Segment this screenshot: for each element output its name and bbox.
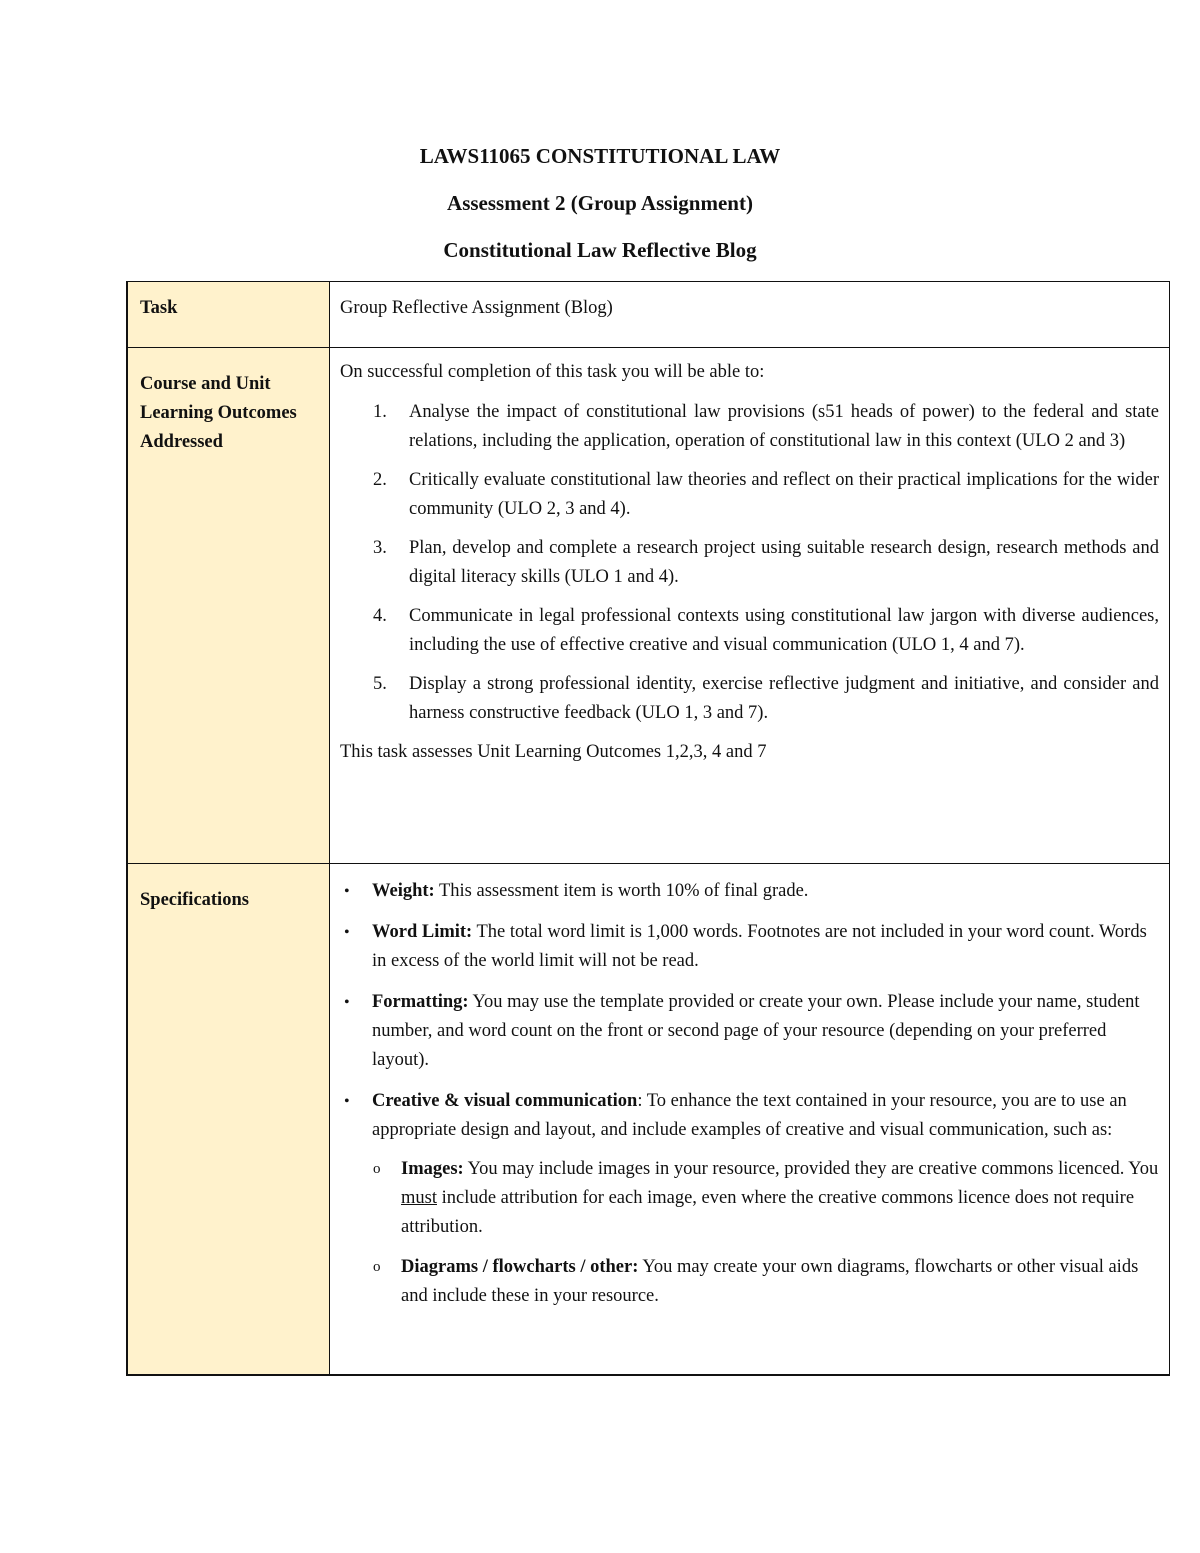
spec-term: Formatting: [372, 992, 469, 1012]
list-item [340, 534, 1159, 592]
document-subtitle: Assessment 2 (Group Assignment) [447, 191, 753, 215]
specifications-content [330, 864, 1170, 1376]
specifications-label: Specifications [127, 864, 330, 1376]
specifications-list [340, 877, 1159, 1311]
spec-text: You may create your own diagrams, flowcharts or other visual aids and include these in your resource. [401, 1257, 1139, 1306]
list-item [340, 670, 1159, 728]
list-item [340, 602, 1159, 660]
spec-term: Images: [401, 1159, 464, 1179]
list-item-number: 5. [373, 674, 387, 694]
sub-item-images [372, 1155, 1159, 1242]
list-item-number: 2. [373, 470, 387, 490]
list-item-number: 4. [373, 606, 387, 626]
sub-item-diagrams [372, 1253, 1159, 1311]
outcomes-closing: This task assesses Unit Learning Outcomes 1,2,3, 4 and 7 [340, 742, 767, 762]
bullet-icon: • [344, 1093, 350, 1110]
spec-term: Creative & visual communication [372, 1091, 638, 1111]
spec-term: Weight: [372, 881, 435, 901]
sub-bullet-icon: o [373, 1259, 381, 1275]
list-item-text: Critically evaluate constitutional law theories and reflect on their practical implications for the wider community (ULO 2, 3 and 4). [409, 470, 1159, 519]
document-title: LAWS11065 CONSTITUTIONAL LAW [419, 144, 781, 168]
spec-weight [340, 877, 1159, 906]
spec-text: This assessment item is worth 10% of final grade. [434, 881, 809, 901]
list-item-text: Plan, develop and complete a research project using suitable research design, research methods and digital literacy skills (ULO 1 and 4). [409, 538, 1159, 587]
task-label: Task [127, 282, 330, 348]
outcomes-list [340, 398, 1159, 728]
spec-text: : To enhance the text contained in your resource, you are to use an appropriate design and layout, and include examples of creative and visual communication, such as: [372, 1091, 1127, 1140]
spec-text: The total word limit is 1,000 words. Footnotes are not included in your word count. Words in excess of the world limit will not be read. [372, 922, 1147, 971]
spec-emphasis: must [401, 1188, 437, 1208]
list-item [340, 466, 1159, 524]
outcomes-label: Course and Unit Learning Outcomes Addressed [127, 348, 330, 864]
list-item-text: Communicate in legal professional contexts using constitutional law jargon with diverse audiences, including the use of effective creative and visual communication (ULO 1, 4 and 7). [409, 606, 1159, 655]
table-row-outcomes [127, 348, 1170, 864]
spec-creative-visual [340, 1087, 1159, 1311]
list-item-text: Display a strong professional identity, exercise reflective judgment and initiative, and consider and harness constructive feedback (ULO 1, 3 and 7). [409, 674, 1159, 723]
bullet-icon: • [344, 994, 350, 1011]
outcomes-intro: On successful completion of this task you will be able to: [340, 362, 765, 382]
spec-term: Word Limit: [372, 922, 473, 942]
spec-formatting [340, 988, 1159, 1075]
creative-sub-list [372, 1155, 1159, 1311]
table-row-task [127, 282, 1170, 348]
bullet-icon: • [344, 924, 350, 941]
outcomes-content [330, 348, 1170, 864]
bullet-icon: • [344, 883, 350, 900]
spec-text: You may include images in your resource, provided they are creative commons licenced. You [463, 1159, 1159, 1179]
list-item-number: 3. [373, 538, 387, 558]
list-item-number: 1. [373, 402, 387, 422]
document-heading: Constitutional Law Reflective Blog [443, 238, 757, 262]
task-value: Group Reflective Assignment (Blog) [330, 282, 1170, 348]
spec-text: You may use the template provided or create your own. Please include your name, student number, and word count on the front or second page of your resource (depending on your preferred layout). [372, 992, 1140, 1070]
spec-word-limit [340, 918, 1159, 976]
spec-text: include attribution for each image, even where the creative commons licence does not require attribution. [401, 1188, 1135, 1237]
list-item-text: Analyse the impact of constitutional law provisions (s51 heads of power) to the federal and state relations, including the application, operation of constitutional law in this context (ULO 2 and 3) [409, 402, 1159, 451]
spec-term: Diagrams / flowcharts / other: [401, 1257, 639, 1277]
sub-bullet-icon: o [373, 1161, 381, 1177]
assessment-table [126, 281, 1170, 1376]
table-row-specifications [127, 864, 1170, 1376]
list-item [340, 398, 1159, 456]
